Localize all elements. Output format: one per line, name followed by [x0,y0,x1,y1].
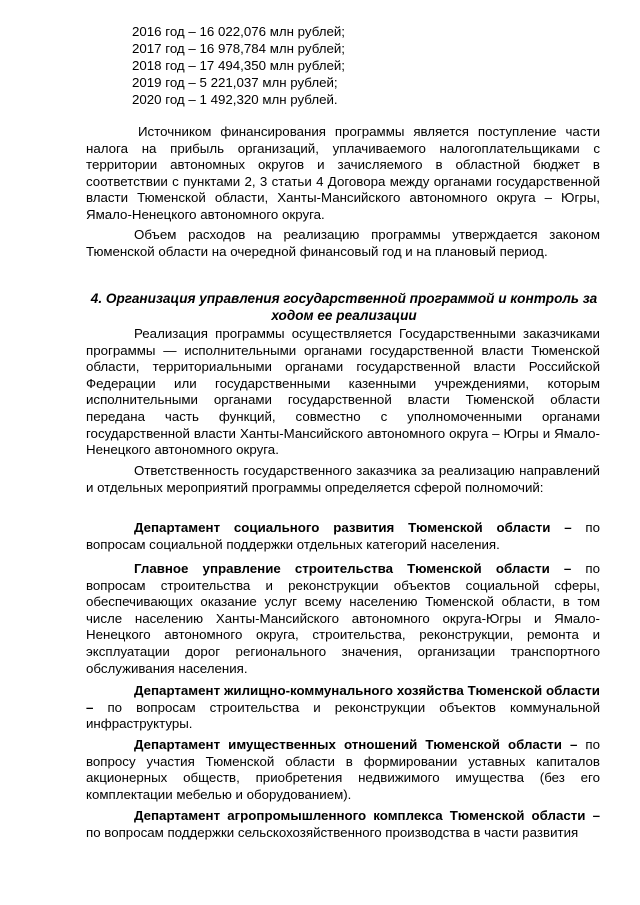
department-paragraph [86,520,600,553]
department-name: Главное управление строительства Тюменской области – [134,561,572,576]
department-name: Департамент имущественных отношений Тюменской области – [134,737,578,752]
department-responsibility: по вопросам поддержки сельскохозяйственного производства в части развития [86,824,579,840]
year-funding-line: 2016 год – 16 022,076 млн рублей; [132,24,345,39]
implementation-paragraph: Реализация программы осуществляется Государственными заказчиками программы — исполнительными органами государственной власти Тюменской области, территориальными органами государственной власти Российской Федерации или государственными казенными учреждениями, которым исполнительными органами государственной власти Тюменской области передана часть функций, совместно с уполномоченными органами государственной власти Ханты-Мансийского автономного округа – Югры и Ямало-Ненецкого автономного округа. [86,326,600,458]
department-name: Департамент социального развития Тюменской области – [134,520,572,535]
department-paragraph [86,561,600,677]
department-name: Департамент агропромышленного комплекса Тюменской области – [134,808,600,823]
section-heading: 4. Организация управления государственной программой и контроль за ходом ее реализации [90,291,598,323]
department-paragraph [86,808,600,841]
expenses-volume-paragraph: Объем расходов на реализацию программы утверждается законом Тюменской области на очередной финансовый год и на плановый период. [86,227,600,259]
department-name: Департамент жилищно-коммунального хозяйства Тюменской области – [86,683,600,715]
department-responsibility: по вопросам социальной поддержки отдельных категорий населения. [86,520,600,552]
year-funding-line: 2018 год – 17 494,350 млн рублей; [132,58,345,73]
year-funding-line: 2020 год – 1 492,320 млн рублей. [132,92,338,107]
year-funding-line: 2019 год – 5 221,037 млн рублей; [132,75,338,90]
department-responsibility: по вопросам строительства и реконструкции объектов социальной сферы, обеспечивающих оказание услуг всему населению Тюменской области, в том числе населению Ханты-Мансийского автономного округа-Югры и Ямало-Ненецкого автономного округа, строительства, реконструкции, ремонта и эксплуатации дорог регионального значения, организации транспортного обслуживания населения. [86,561,600,676]
responsibility-paragraph: Ответственность государственного заказчика за реализацию направлений и отдельных мероприятий программы определяется сферой полномочий: [86,463,600,495]
department-responsibility: по вопросам строительства и реконструкции объектов коммунальной инфраструктуры. [86,699,600,732]
department-paragraph [86,737,600,803]
financing-source-paragraph: Источником финансирования программы является поступление части налога на прибыль организаций, уплачиваемого налогоплательщиками с территории автономных округов и зачисляемого в областной бюджет в соответствии с пунктами 2, 3 статьи 4 Договора между органами государственной власти Тюменской области, Ханты-Мансийского автономного округа – Югры, Ямало-Ненецкого автономного округа. [86,124,600,222]
department-responsibility: по вопросу участия Тюменской области в формировании уставных капиталов акционерных обществ, приобретения недвижимого имущества (без его комплектации мебелью и оборудованием). [86,737,600,802]
department-paragraph [86,683,600,733]
year-funding-line: 2017 год – 16 978,784 млн рублей; [132,41,345,56]
